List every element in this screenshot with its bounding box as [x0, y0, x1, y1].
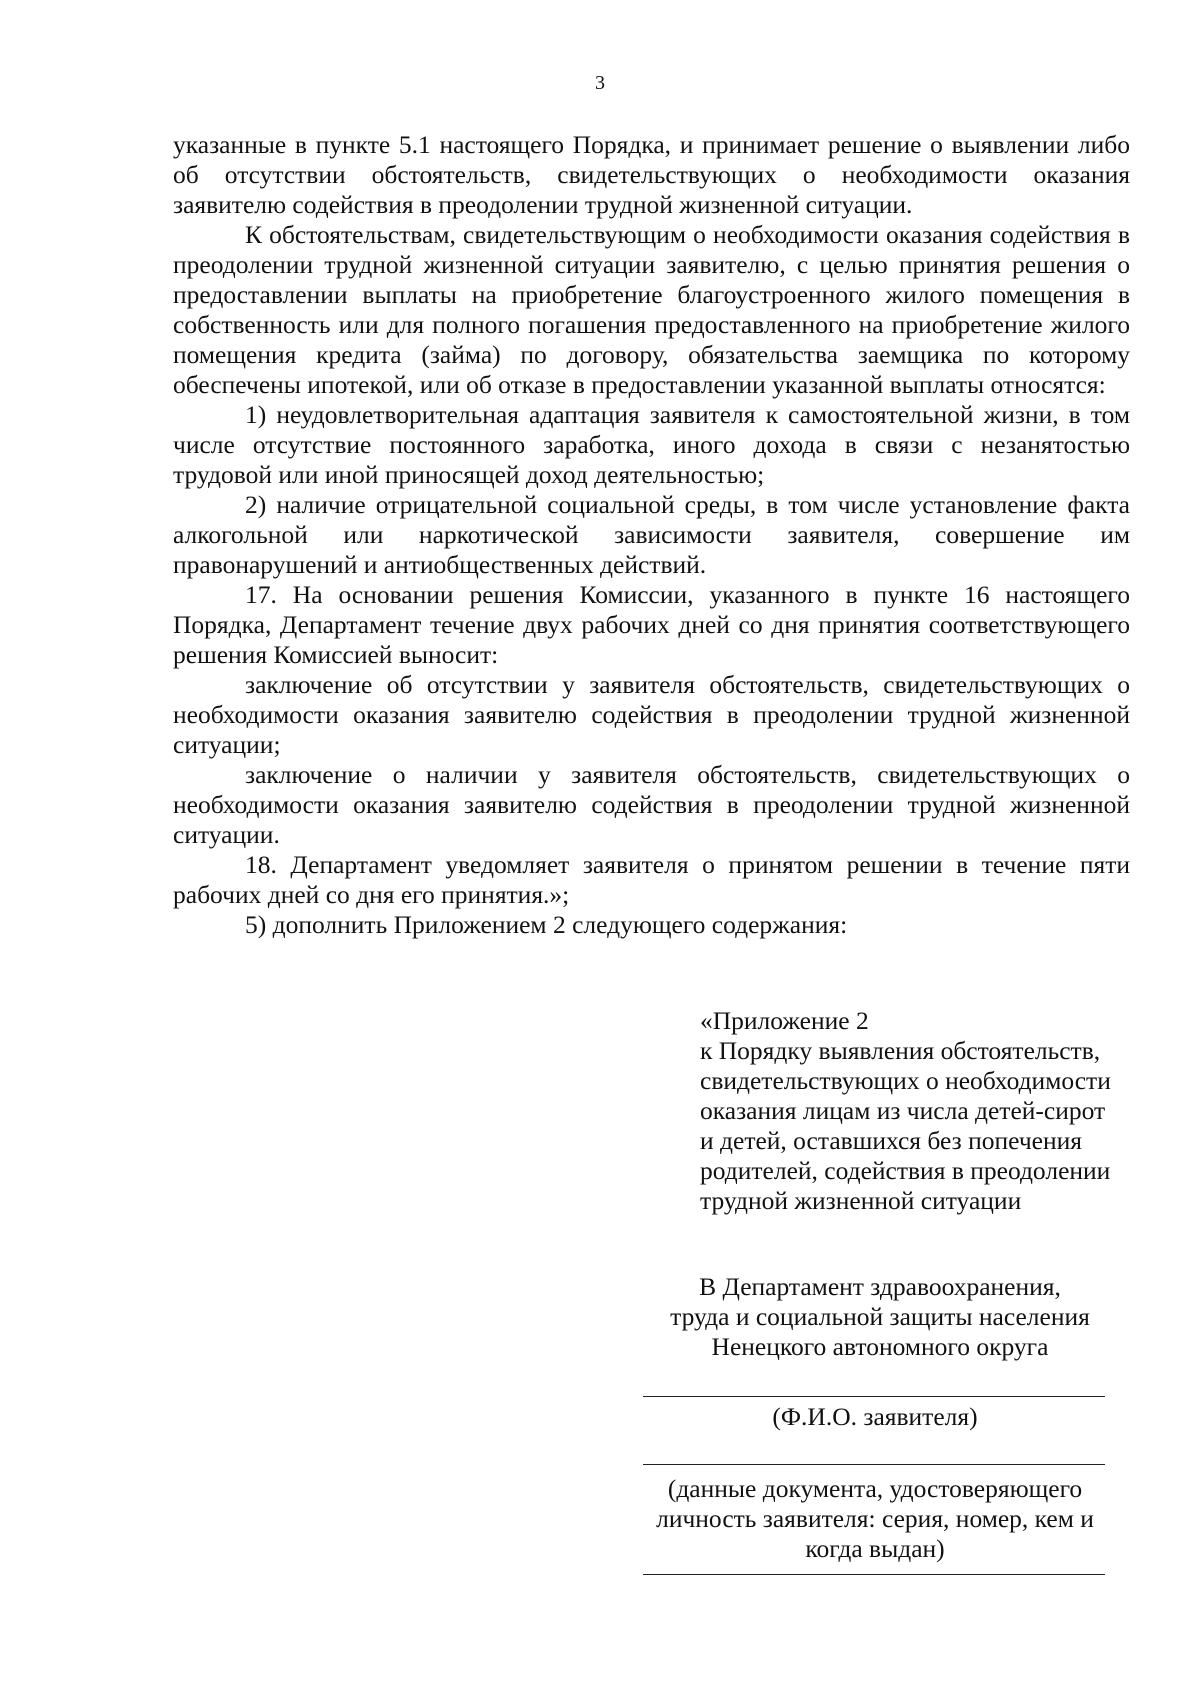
appendix-header-line: оказания лицам из числа детей-сирот	[700, 1096, 1106, 1125]
applicant-document-caption	[640, 1474, 1110, 1564]
applicant-name-caption: (Ф.И.О. заявителя)	[772, 1402, 978, 1431]
paragraph: 18. Департамент уведомляет заявителя о принятом решении в течение пяти рабочих дней со дня его принятия.»;	[173, 850, 1130, 909]
applicant-document-caption-line: (данные документа, удостоверяющего	[667, 1474, 1083, 1503]
paragraph: заключение об отсутствии у заявителя обстоятельств, свидетельствующих о необходимости оказания заявителю содействия в преодолении трудной жизненной ситуации;	[173, 670, 1130, 759]
appendix-header-line: родителей, содействия в преодолении	[700, 1156, 1111, 1185]
addressee-line: труда и социальной защиты населения	[670, 1302, 1090, 1331]
signature-line	[643, 1574, 1105, 1575]
paragraph: указанные в пункте 5.1 настоящего Порядка, и принимает решение о выявлении либо об отсутствии обстоятельств, свидетельствующих о необходимости оказания заявителю содействия в преодолении трудной жизненной ситуации.	[173, 130, 1130, 219]
paragraph: К обстоятельствам, свидетельствующим о необходимости оказания содействия в преодолении трудной жизненной ситуации заявителю, с целью принятия решения о предоставлении выплаты на приобретение благоустроенного жилого помещения в собственность или для полного погашения предоставленного на приобретение жилого помещения кредита (займа) по договору, обязательства заемщика по которому обеспечены ипотекой, или об отказе в предоставлении указанной выплаты относятся:	[173, 220, 1130, 399]
page-number: 3	[595, 72, 605, 94]
addressee-block	[640, 1272, 1120, 1362]
addressee-line: Ненецкого автономного округа	[711, 1332, 1049, 1361]
addressee-line: В Департамент здравоохранения,	[699, 1272, 1061, 1301]
appendix-header-line: свидетельствующих о необходимости	[700, 1066, 1111, 1095]
appendix-header-line: «Приложение 2	[700, 1006, 869, 1035]
paragraph: 5) дополнить Приложением 2 следующего содержания:	[245, 910, 848, 939]
paragraph: 17. На основании решения Комиссии, указанного в пункте 16 настоящего Порядка, Департамент течение двух рабочих дней со дня принятия соответствующего решения Комиссией выносит:	[173, 580, 1130, 669]
paragraph: заключение о наличии у заявителя обстоятельств, свидетельствующих о необходимости оказания заявителю содействия в преодолении трудной жизненной ситуации.	[173, 760, 1130, 849]
applicant-document-line	[643, 1464, 1105, 1465]
appendix-header-line: трудной жизненной ситуации	[700, 1186, 1022, 1215]
paragraph: 2) наличие отрицательной социальной среды, в том числе установление факта алкогольной или наркотической зависимости заявителя, совершение им правонарушений и антиобщественных действий.	[173, 490, 1130, 579]
applicant-document-caption-line: когда выдан)	[805, 1534, 945, 1563]
appendix-header	[700, 1006, 1140, 1216]
appendix-header-line: и детей, оставшихся без попечения	[700, 1126, 1083, 1155]
appendix-header-line: к Порядку выявления обстоятельств,	[700, 1036, 1101, 1065]
body-text	[173, 130, 1130, 940]
paragraph: 1) неудовлетворительная адаптация заявителя к самостоятельной жизни, в том числе отсутствие постоянного заработка, иного дохода в связи с незанятостью трудовой или иной приносящей доход деятельностью;	[173, 400, 1130, 489]
applicant-name-line	[643, 1396, 1105, 1397]
applicant-document-caption-line: личность заявителя: серия, номер, кем и	[656, 1504, 1094, 1533]
